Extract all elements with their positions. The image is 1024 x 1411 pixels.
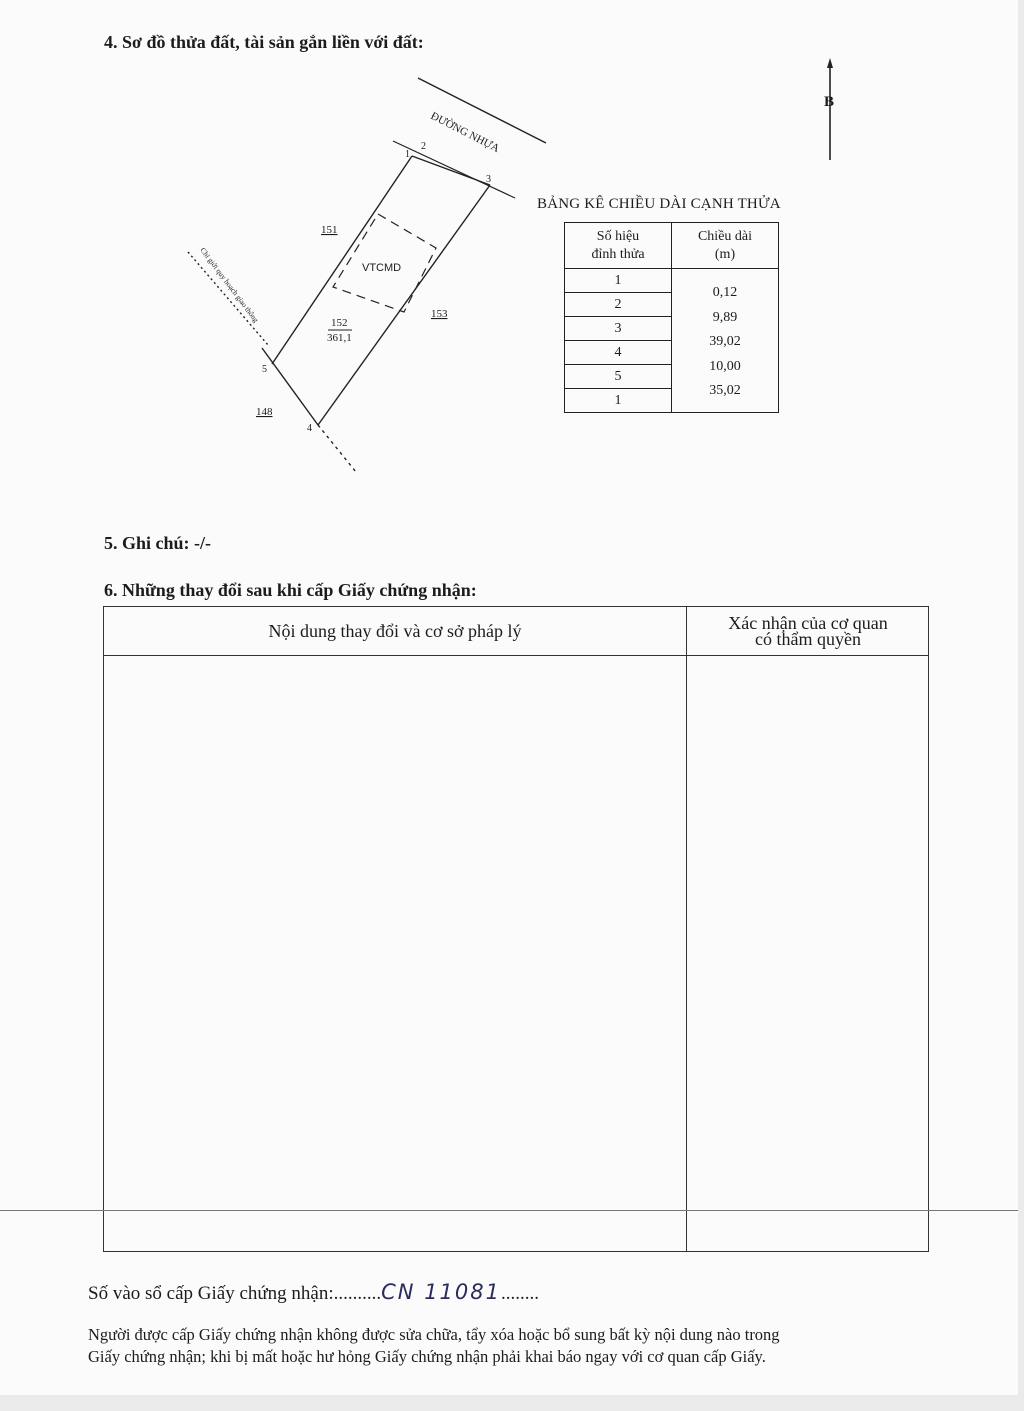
vertex-cell: 4 bbox=[565, 341, 672, 365]
col-confirm-line2: có thẩm quyền bbox=[755, 629, 861, 649]
length-cell: 39,02 bbox=[709, 334, 741, 349]
section-5-title: 5. Ghi chú: -/- bbox=[104, 533, 212, 553]
neighbor-148: 148 bbox=[256, 406, 273, 418]
vertex-4: 4 bbox=[307, 423, 312, 434]
vertex-cell: 3 bbox=[565, 317, 672, 341]
section-6-title: 6. Những thay đổi sau khi cấp Giấy chứng nhận: bbox=[104, 580, 477, 600]
header-divider bbox=[104, 655, 928, 656]
vertex-cell: 1 bbox=[565, 389, 672, 413]
length-cell: 35,02 bbox=[709, 383, 741, 398]
edge-table-title: BẢNG KÊ CHIỀU DÀI CẠNH THỬA bbox=[537, 196, 781, 212]
edge-length-table bbox=[564, 222, 779, 413]
vertex-cell: 1 bbox=[565, 269, 672, 293]
registration-line bbox=[88, 1280, 539, 1305]
footer-note-line1: Người được cấp Giấy chứng nhận không được sửa chữa, tẩy xóa hoặc bổ sung bất kỳ nội dung nào trong bbox=[88, 1325, 780, 1344]
registration-label: Số vào sổ cấp Giấy chứng nhận: bbox=[88, 1283, 334, 1304]
registration-dots: .......... bbox=[333, 1283, 382, 1304]
parcel-right-side bbox=[318, 185, 490, 425]
parcel-top-side bbox=[412, 156, 490, 185]
neighbor-153: 153 bbox=[431, 308, 448, 320]
vertex-cell: 5 bbox=[565, 365, 672, 389]
footer-note bbox=[88, 1324, 968, 1368]
vertex-5: 5 bbox=[262, 364, 267, 375]
section-4-title: 4. Sơ đồ thửa đất, tài sản gắn liền với đất: bbox=[104, 32, 424, 52]
north-arrow-icon bbox=[827, 58, 833, 68]
parcel-area: 361,1 bbox=[327, 332, 352, 344]
vertex-cell: 2 bbox=[565, 293, 672, 317]
footer-note-line2: Giấy chứng nhận; khi bị mất hoặc hư hỏng Giấy chứng nhận phải khai báo ngay với cơ quan cấp Giấy. bbox=[88, 1347, 766, 1366]
road-label: ĐƯỜNG NHỰA bbox=[428, 109, 502, 155]
parcel-number: 152 bbox=[331, 317, 348, 329]
vertex-2: 2 bbox=[421, 141, 426, 152]
vertex-1: 1 bbox=[405, 149, 410, 160]
column-divider bbox=[686, 607, 687, 1251]
length-cell: 10,00 bbox=[709, 358, 741, 374]
length-cell: 0,12 bbox=[712, 285, 738, 300]
length-column bbox=[672, 269, 779, 413]
boundary-label: Chỉ giới quy hoạch giao thông bbox=[198, 245, 261, 325]
col-length-header: Chiều dài (m) bbox=[672, 223, 779, 269]
neighbor-151: 151 bbox=[321, 224, 338, 236]
col-confirm-header bbox=[688, 615, 928, 647]
vertex-3: 3 bbox=[486, 174, 491, 185]
zone-label: VTCMD bbox=[362, 262, 402, 274]
col-vertex-header: Số hiệu đỉnh thửa bbox=[565, 223, 672, 269]
length-cell: 9,89 bbox=[712, 309, 738, 325]
fold-line bbox=[0, 1210, 1018, 1211]
registration-number: CN 11081 bbox=[381, 1280, 501, 1304]
north-label: B bbox=[824, 94, 835, 110]
registration-dots: ........ bbox=[501, 1283, 539, 1304]
col-content-header: Nội dung thay đổi và cơ sở pháp lý bbox=[268, 621, 522, 641]
changes-table bbox=[103, 606, 929, 1252]
col-confirm-line1: Xác nhận của cơ quan bbox=[728, 613, 888, 633]
